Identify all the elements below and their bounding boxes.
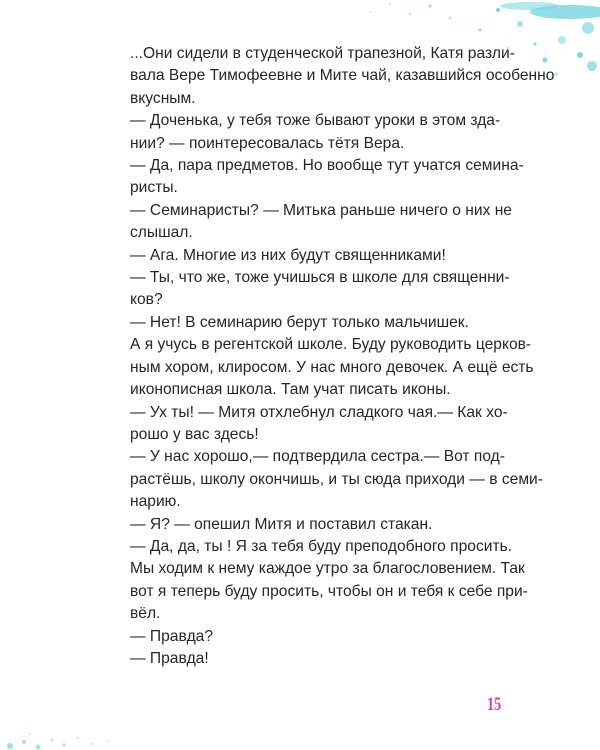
text-line: — Да, пара предметов. Но вообще тут учатся семина- <box>130 157 524 175</box>
text-paragraph <box>104 267 518 312</box>
text-paragraph <box>104 245 518 267</box>
text-paragraph <box>104 43 555 110</box>
text-paragraph <box>104 155 524 200</box>
text-line: А я учусь в регентской школе. Буду руководить церков- <box>130 336 532 354</box>
text-paragraph <box>104 514 518 536</box>
text-line: слышал. <box>130 224 193 242</box>
text-line: ...Они сидели в студенческой трапезной, Катя разли- <box>130 45 515 62</box>
text-paragraph <box>104 536 528 626</box>
text-line: — Нет! В семинарию берут только мальчишек. <box>130 313 469 331</box>
text-paragraph <box>104 200 518 245</box>
text-line: вала Вере Тимофеевне и Мите чай, казавшийся особенно <box>130 67 555 85</box>
text-line: — У нас хорошо,— подтвердила сестра.— Вот под- <box>130 448 505 466</box>
text-line: — Я? — опешил Митя и поставил стакан. <box>130 515 433 533</box>
text-line: растёшь, школу окончишь, и ты сюда приходи — в семи- <box>130 470 543 488</box>
text-line: нии? — поинтересовалась тётя Вера. <box>130 134 405 152</box>
text-paragraph <box>104 626 518 648</box>
text-line: вкусным. <box>130 89 196 107</box>
decorative-splatter-bottom <box>0 720 130 750</box>
text-line: ным хором, клиросом. У нас много девочек. А ещё есть <box>130 358 534 376</box>
text-paragraph <box>104 648 518 670</box>
text-line: Мы ходим к нему каждое утро за благословением. Так <box>130 560 525 578</box>
main-text <box>104 43 555 670</box>
text-line: ристы. <box>130 179 178 197</box>
text-line: — Ага. Многие из них будут священниками! <box>130 246 446 264</box>
text-paragraph <box>104 446 543 513</box>
text-line: — Семинаристы? — Митька раньше ничего о них не <box>130 201 512 219</box>
text-line: рошо у вас здесь! <box>130 425 259 443</box>
text-paragraph <box>104 110 518 155</box>
text-line: вёл. <box>130 605 161 623</box>
text-line: вот я теперь буду просить, чтобы он и тебя к себе при- <box>130 582 528 600</box>
text-line: ков? <box>130 291 163 309</box>
text-line: — Доченька, у тебя тоже бывают уроки в этом зда- <box>130 112 501 130</box>
text-line: — Ух ты! — Митя отхлебнул сладкого чая.— Как хо- <box>130 403 508 421</box>
text-paragraph <box>104 312 534 402</box>
text-paragraph <box>104 402 518 447</box>
text-line: — Правда? <box>130 627 214 645</box>
text-line: нарию. <box>130 493 181 511</box>
text-line: иконописная школа. Там учат писать иконы. <box>130 381 451 399</box>
text-line: — Правда! <box>130 649 209 667</box>
page-number: 15 <box>487 694 502 715</box>
text-line: — Да, да, ты ! Я за тебя буду преподобного просить. <box>130 537 513 555</box>
text-line: — Ты, что же, тоже учишься в школе для священни- <box>130 269 510 287</box>
